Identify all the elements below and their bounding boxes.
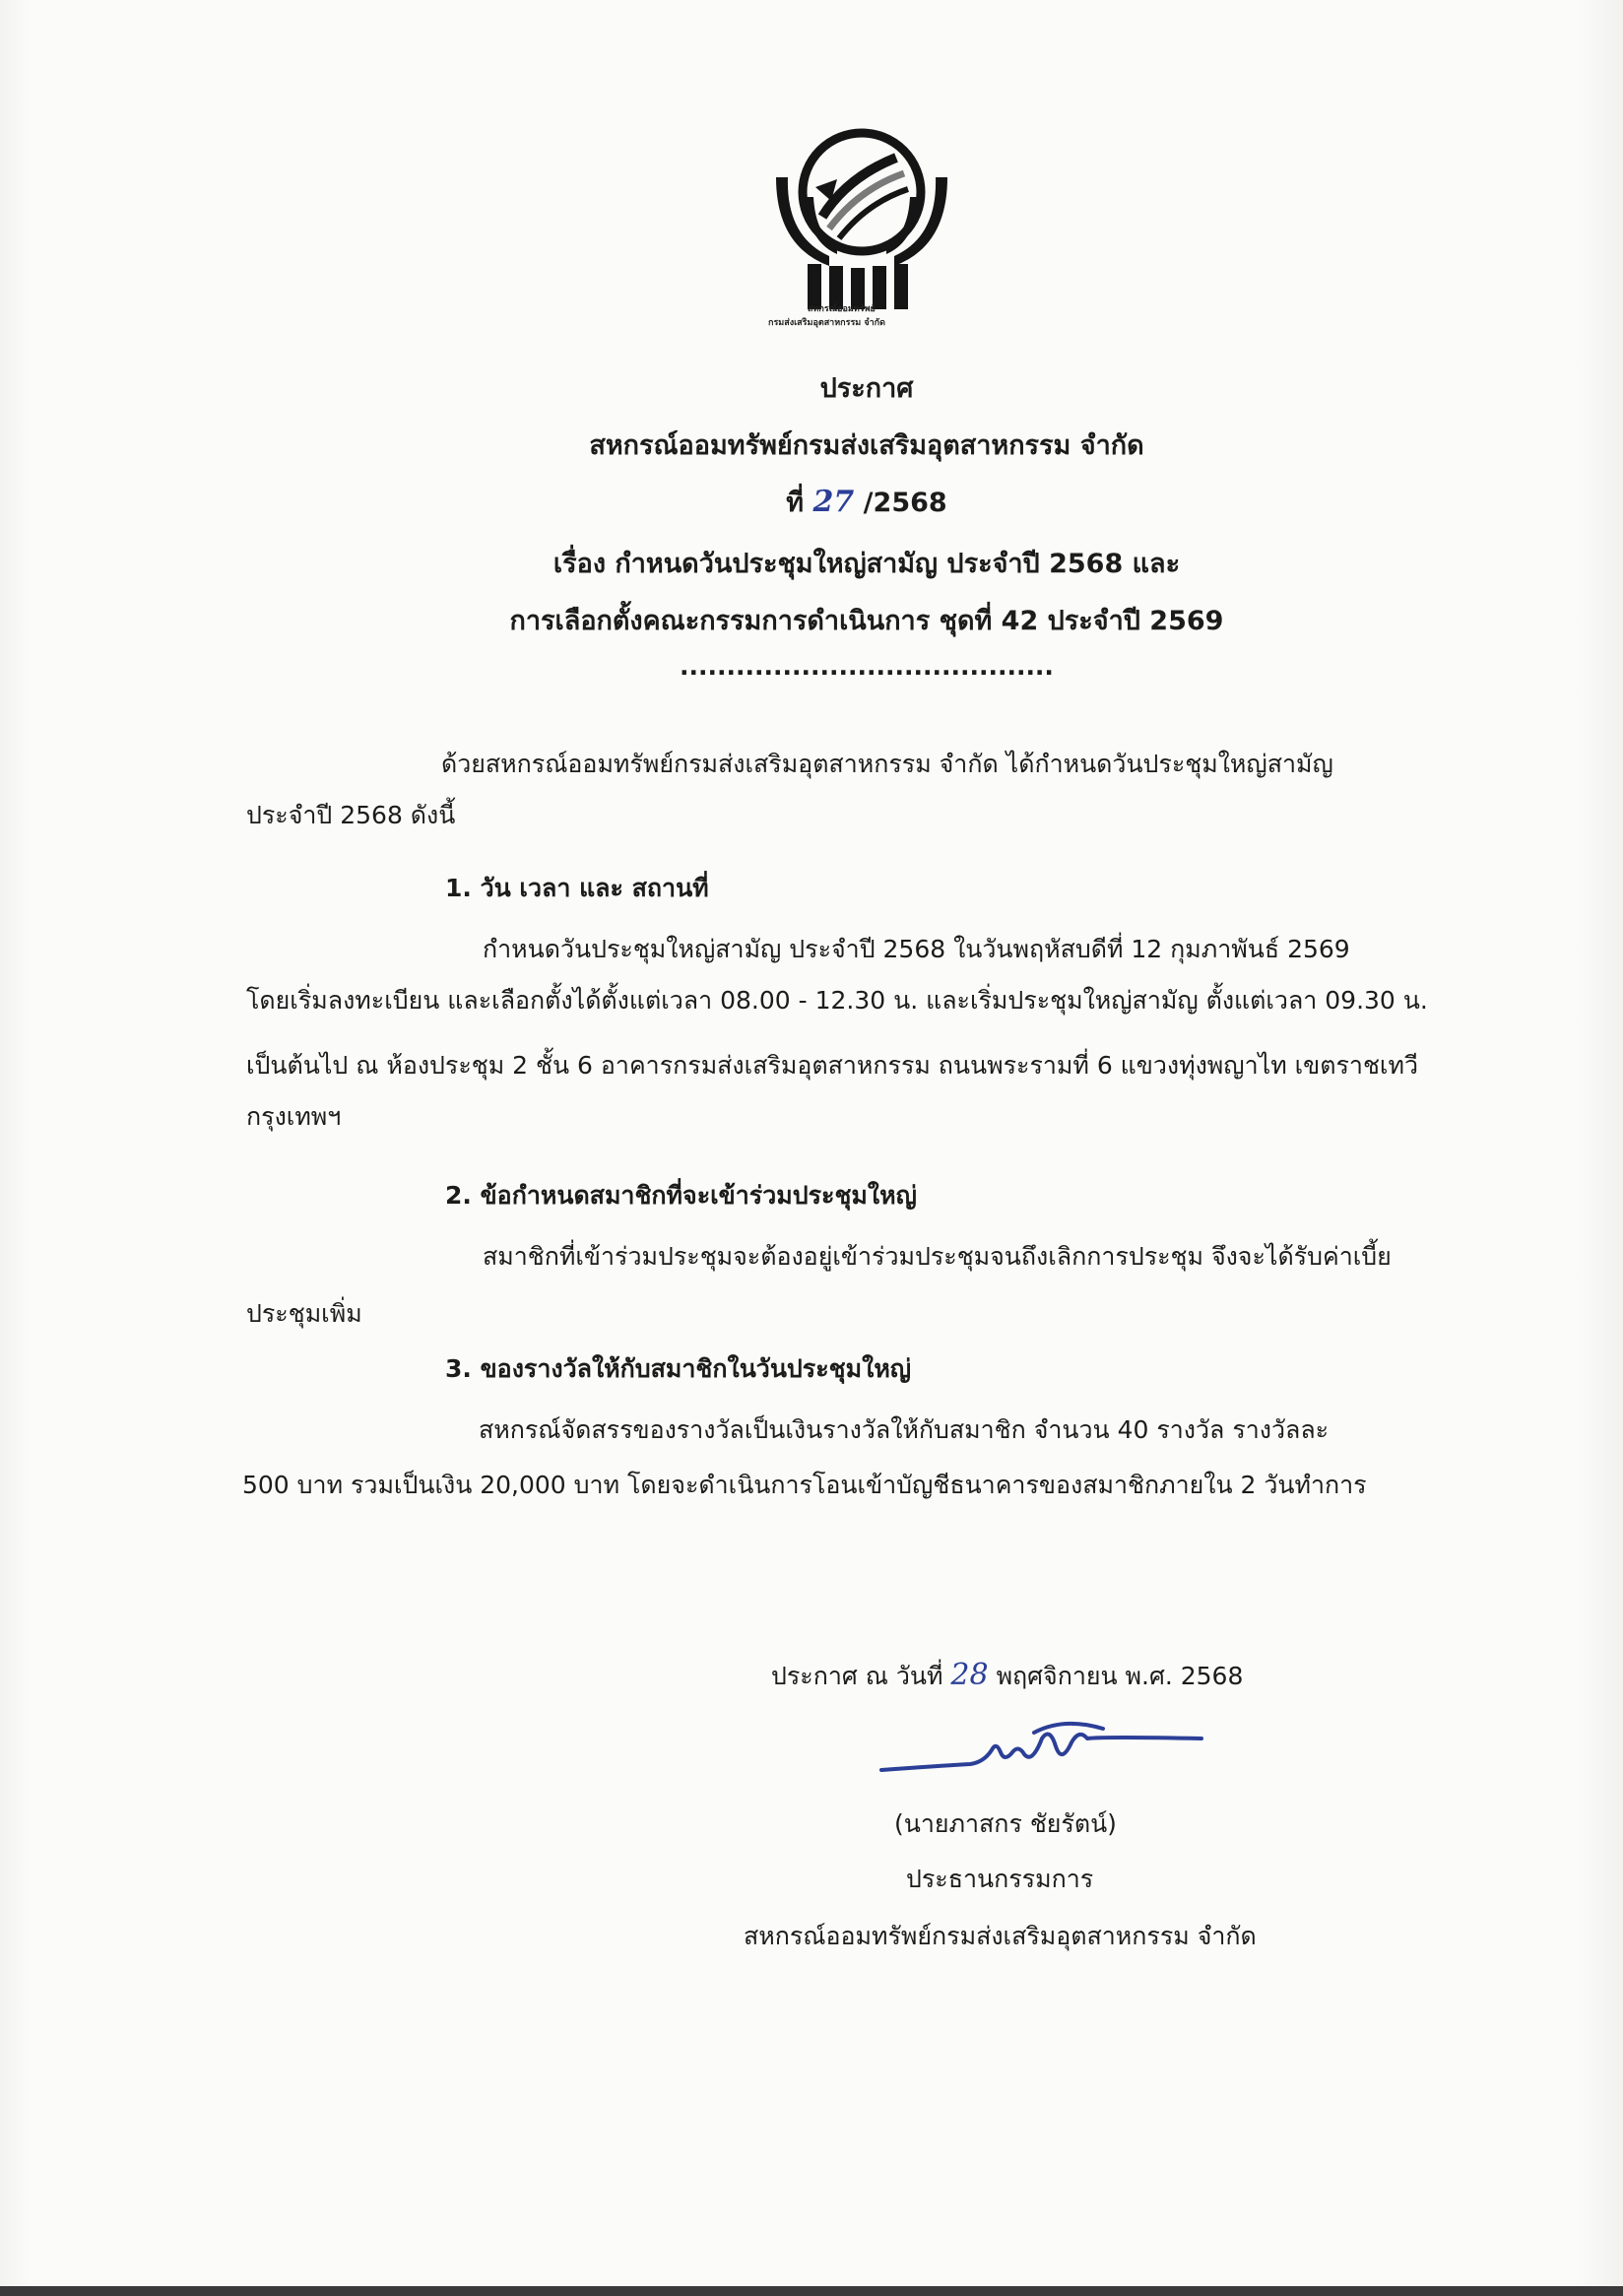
signer-organization: สหกรณ์ออมทรัพย์กรมส่งเสริมอุตสาหกรรม จำกัด [744,1922,1257,1950]
section-2-line-1: สมาชิกที่เข้าร่วมประชุมจะต้องอยู่เข้าร่วมประชุมจนถึงเลิกการประชุม จึงจะได้รับค่าเบี้ย [483,1242,1392,1271]
number-suffix: /2568 [863,488,947,518]
section-3-line-2: 500 บาท รวมเป็นเงิน 20,000 บาท โดยจะดำเนินการโอนเข้าบัญชีธนาคารของสมาชิกภายใน 2 วันทำการ [242,1471,1367,1499]
number-prefix: ที่ [786,488,805,518]
signer-title: ประธานกรรมการ [906,1865,1094,1893]
subject-line-1: เรื่อง กำหนดวันประชุมใหญ่สามัญ ประจำปี 2568 และ [552,549,1181,579]
signer-name: (นายภาสกร ชัยรัตน์) [894,1809,1117,1838]
organization-name: สหกรณ์ออมทรัพย์กรมส่งเสริมอุตสาหกรรม จำกัด [589,430,1144,461]
section-3-line-1: สหกรณ์จัดสรรของรางวัลเป็นเงินรางวัลให้กับสมาชิก จำนวน 40 รางวัล รางวัลละ [479,1415,1330,1444]
header-separator: ........................................ [680,652,1054,681]
intro-line-1: ด้วยสหกรณ์ออมทรัพย์กรมส่งเสริมอุตสาหกรรม จำกัด ได้กำหนดวันประชุมใหญ่สามัญ [441,750,1333,778]
date-prefix: ประกาศ ณ วันที่ [771,1662,943,1690]
handwritten-number: 27 [812,485,855,519]
section-1-heading: 1. วัน เวลา และ สถานที่ [445,874,709,902]
logo-caption-line2: กรมส่งเสริมอุตสาหกรรม จำกัด [768,318,885,328]
intro-line-2: ประจำปี 2568 ดังนี้ [246,801,456,829]
subject-line-2: การเลือกตั้งคณะกรรมการดำเนินการ ชุดที่ 42 ประจำปี 2569 [509,606,1224,636]
logo-caption-line1: สหกรณ์ออมทรัพย์ [808,304,876,314]
announcement-number [0,481,1623,523]
date-suffix: พฤศจิกายน พ.ศ. 2568 [996,1662,1244,1690]
section-1-line-2: โดยเริ่มลงทะเบียน และเลือกตั้งได้ตั้งแต่เวลา 08.00 - 12.30 น. และเริ่มประชุมใหญ่สามัญ ตั้งแต่เวลา 09.30 น. [246,986,1428,1015]
section-2-line-2: ประชุมเพิ่ม [246,1299,362,1328]
section-1-line-3: เป็นต้นไป ณ ห้องประชุม 2 ชั้น 6 อาคารกรมส่งเสริมอุตสาหกรรม ถนนพระรามที่ 6 แขวงทุ่งพญาไท เขตราชเทวี [246,1051,1418,1080]
section-2-heading: 2. ข้อกำหนดสมาชิกที่จะเข้าร่วมประชุมใหญ่ [445,1181,917,1210]
announcement-title: ประกาศ [819,373,914,404]
section-3-heading: 3. ของรางวัลให้กับสมาชิกในวันประชุมใหญ่ [445,1354,912,1383]
scan-edge [0,2286,1623,2296]
section-1-line-4: กรุงเทพฯ [246,1102,342,1131]
signature [876,1709,1211,1788]
handwritten-day: 28 [950,1658,989,1692]
announcement-date [771,1657,1243,1696]
section-1-line-1: กำหนดวันประชุมใหญ่สามัญ ประจำปี 2568 ในวันพฤหัสบดีที่ 12 กุมภาพันธ์ 2569 [483,935,1350,963]
